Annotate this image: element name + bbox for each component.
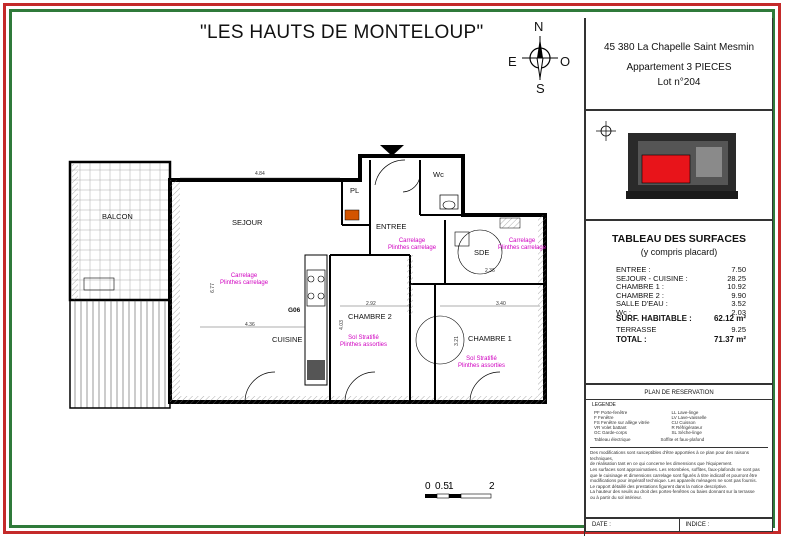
surfaces-subtitle: (y compris placard) bbox=[640, 247, 718, 257]
disclaimer-line: que le cuisinage et dimensions carrelage sont figurés à titre indicatif et pourront être bbox=[590, 472, 758, 478]
surface-row-value: 9.90 bbox=[731, 290, 746, 300]
room-label-entree: ENTREE bbox=[376, 222, 407, 231]
dim-sde-width: 2.36 bbox=[485, 268, 495, 274]
finish-chambre2: Sol Stratifié Plinthes assorties bbox=[340, 335, 388, 348]
disclaimer bbox=[590, 447, 768, 501]
finish-sde: Carrelage Plinthes carrelage bbox=[498, 238, 547, 251]
compass-east-label: E bbox=[508, 54, 517, 69]
legend-item: R Réfrigérateur bbox=[671, 425, 703, 430]
date-label: DATE : bbox=[586, 519, 680, 531]
legend bbox=[594, 410, 772, 435]
terrace-decking bbox=[70, 300, 170, 408]
surfaces-title: TABLEAU DES SURFACES bbox=[612, 233, 746, 245]
surfaces-table bbox=[585, 220, 773, 384]
surface-row-label: CHAMBRE 2 : bbox=[616, 290, 664, 300]
reservation-title: PLAN DE RESERVATION bbox=[586, 390, 772, 400]
disclaimer-line: La hauteur des seuils au droit des portes-fenêtres ou baies donnant sur la terrasse bbox=[590, 489, 755, 495]
dim-chambre1-width: 3.40 bbox=[496, 301, 506, 307]
legend-notes bbox=[594, 437, 772, 442]
dim-chambre1-height: 3.21 bbox=[453, 336, 460, 346]
surface-habitable-row bbox=[616, 314, 746, 323]
room-label-sejour: SEJOUR bbox=[232, 218, 263, 227]
legend-item: F Fenêtre bbox=[594, 415, 614, 420]
date-indice-row bbox=[585, 518, 773, 532]
surface-terrasse-value: 9.25 bbox=[731, 325, 746, 334]
balcony-outline bbox=[70, 162, 170, 300]
legend-note: Tableau électrique bbox=[594, 437, 631, 442]
room-label-chambre2: CHAMBRE 2 bbox=[348, 312, 392, 321]
scale-label: 2 bbox=[489, 481, 495, 492]
surface-total-label: TOTAL : bbox=[616, 335, 647, 344]
disclaimer-line: Des modifications sont susceptibles d'être apportées à ce plan pour des raisons techniques, bbox=[590, 450, 749, 461]
compass-north-label: N bbox=[534, 19, 544, 34]
disclaimer-line: ou à partir du sol intérieur. bbox=[590, 495, 643, 500]
disclaimer-line: de réalisation tant en ce qui concerne les dimensions que l'équipement. bbox=[590, 461, 733, 467]
scale-label: 0.5 bbox=[435, 481, 449, 492]
surface-habitable-value: 62.12 m² bbox=[713, 314, 746, 323]
surface-row-label: CHAMBRE 1 : bbox=[616, 282, 664, 291]
finish-chambre1: Sol Stratifié Plinthes assorties bbox=[458, 356, 506, 369]
disclaimer-line: modifications pour impératif technique. Les appareils ménagers ne sont pas fournis. bbox=[590, 478, 757, 484]
room-label-chambre1: CHAMBRE 1 bbox=[468, 334, 512, 343]
legend-item: PF Porte-fenêtre bbox=[594, 410, 628, 415]
compass-south-label: S bbox=[536, 81, 545, 96]
compass-west-label: O bbox=[560, 54, 571, 69]
legend-note-2: Soffite et faux-plafond bbox=[660, 437, 705, 442]
surface-row-label: Wc : bbox=[616, 307, 631, 317]
finish-sejour: Carrelage Plinthes carrelage bbox=[220, 273, 269, 286]
project-title: "LES HAUTS DE MONTELOUP" bbox=[200, 22, 484, 43]
surface-terrasse-label: TERRASSE bbox=[616, 325, 657, 334]
lot-number: Lot n°204 bbox=[657, 77, 701, 88]
room-label-cuisine: CUISINE bbox=[272, 335, 303, 344]
disclaimer-line: Les surfaces sont approximatives. Les retombées, soffites, faux-plafonds ne sont pas bbox=[590, 466, 760, 472]
scale-label: 1 bbox=[448, 481, 454, 492]
surface-row-label: SALLE D'EAU : bbox=[616, 299, 668, 308]
room-label-g06: G06 bbox=[288, 307, 301, 314]
legend-item: VR Volet battant bbox=[594, 425, 627, 430]
apartment-type: Appartement 3 PIECES bbox=[626, 62, 732, 73]
surface-row-value: 3.52 bbox=[731, 299, 746, 308]
surface-row-value: 28.25 bbox=[727, 273, 746, 283]
finish-entree: Carrelage Plinthes carrelage bbox=[388, 238, 437, 251]
key-plan-box bbox=[585, 110, 773, 220]
surface-habitable-label: SURF. HABITABLE : bbox=[616, 314, 692, 323]
surface-row-label: ENTREE : bbox=[616, 265, 651, 274]
surface-total-value: 71.37 m² bbox=[713, 335, 746, 344]
room-label-pl: PL bbox=[350, 186, 360, 195]
scale-bar bbox=[425, 494, 491, 498]
surface-row-value: 7.50 bbox=[731, 265, 746, 274]
legend-item: GC Garde-corps bbox=[594, 430, 628, 435]
legend-item: SL Sèche-linge bbox=[671, 430, 702, 435]
room-label-sde: SDE bbox=[474, 248, 490, 257]
dim-sejour-width: 4.84 bbox=[255, 171, 265, 177]
legend-left-column bbox=[594, 410, 650, 435]
surface-row-label: SEJOUR - CUISINE : bbox=[616, 273, 688, 283]
room-label-balcon: BALCON bbox=[102, 212, 133, 221]
dim-sejour-height: 6.77 bbox=[209, 283, 216, 293]
room-label-wc: Wc bbox=[433, 170, 444, 179]
surface-row-value: 2.03 bbox=[731, 307, 746, 317]
legend-right-column bbox=[672, 410, 707, 435]
address: 45 380 La Chapelle Saint Mesmin bbox=[603, 42, 755, 53]
surface-terrasse-row bbox=[616, 325, 746, 334]
legend-item: CU Cuisson bbox=[671, 420, 696, 425]
dim-chambre2-height: 4.03 bbox=[338, 320, 345, 330]
scale-label: 0 bbox=[425, 481, 431, 492]
legend-title: LEGENDE bbox=[592, 402, 616, 408]
dim-sejour-lower: 4.36 bbox=[245, 322, 255, 328]
reservation-box bbox=[585, 384, 773, 518]
surface-row-value: 10.92 bbox=[727, 282, 746, 291]
info-panel bbox=[584, 18, 773, 536]
legend-item: LL Lave-linge bbox=[671, 410, 699, 415]
legend-item: LV Lave-vaisselle bbox=[671, 415, 707, 420]
legend-item: FS Fenêtre sur allège vitrée bbox=[594, 420, 650, 425]
disclaimer-line: Le rapport détaillé des prestations figurent dans la notice descriptive. bbox=[590, 483, 728, 489]
indice-label: INDICE : bbox=[685, 522, 710, 528]
address-box bbox=[585, 18, 773, 110]
dim-chambre2-width: 2.92 bbox=[366, 301, 376, 307]
key-plan-diagram bbox=[586, 111, 772, 219]
surface-total-row bbox=[616, 335, 746, 344]
